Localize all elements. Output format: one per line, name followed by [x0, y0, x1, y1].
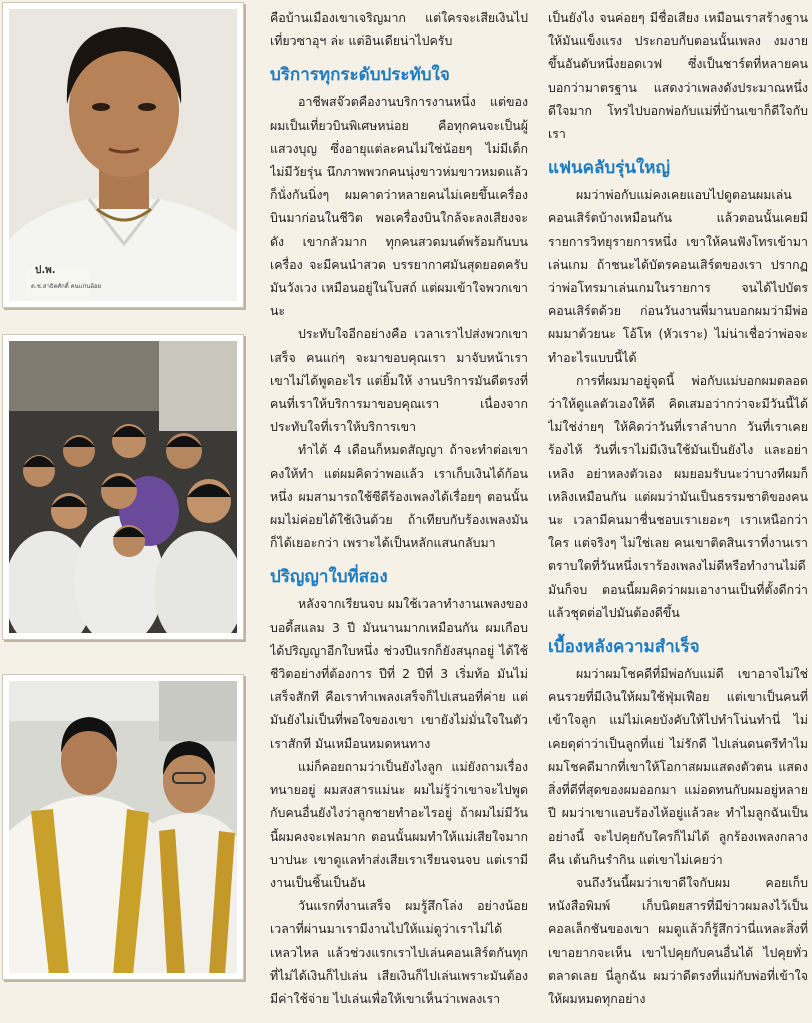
- heading-behind-success: เบื้องหลังความสำเร็จ: [548, 637, 700, 658]
- col1-paragraph: วันแรกที่งานเสร็จ ผมรู้สึกโล่ง อย่างน้อยเวลาที่ผ่านมาเรามีงานไปให้แม่ดูว่าเราไม่ได้เหลวไหล แล้วช่วงแรกเราไปเล่นคอนเสิร์ตกันทุกที่ไม่ได้เงินก็ไปเล่น เสียเงินก็ไปเล่นเพราะมันต้องมีค่าใช้จ่าย ไปเล่นเพื่อให้เขาเห็นว่าเพลงเรา: [270, 898, 528, 1006]
- heading-second-degree: ปริญญาใบที่สอง: [270, 567, 388, 588]
- col2-paragraph: ผมว่าพ่อกับแม่คงเคยแอบไปดูตอนผมเล่นคอนเสิร์ตบ้างเหมือนกัน แล้วตอนนั้นเคยมีรายการวิทยุรายการหนึ่ง เขาให้คนฟังโทรเข้ามาเล่นเกม ถ้าชนะได้บัตรคอนเสิร์ตของเรา ปรากฏว่าพ่อโทรมาเล่นเกมในรายการ จนได้ไปบัตรคอนเสิร์ตด้วย ก่อนวันงานพี่มานบอกผมว่ามีพ่อผมมาด้วยนะ โอ้โห (หัวเราะ) ไม่น่าเชื่อว่าพ่อจะทำอะไรแบบนี้ได้: [548, 187, 808, 365]
- article-column-2: [548, 6, 808, 1020]
- heading-service: บริการทุกระดับประทับใจ: [270, 65, 450, 86]
- article-column-1: [270, 6, 528, 1020]
- portrait-caption: ป.พ.: [35, 265, 56, 276]
- col1-paragraph: ทำได้ 4 เดือนก็หมดสัญญา ถ้าจะทำต่อเขาคงให้ทำ แต่ผมคิดว่าพอแล้ว เราเก็บเงินได้ก้อนหนึ่ง ผมสามารถใช้ซีดีร้องเพลงได้เรื่อยๆ ตอนนั้นผมไม่ค่อยได้ใช้เงินด้วย ถ้าเทียบกับร้องเพลงมันก็ได้เยอะกว่า เพราะได้เป็นหลักแสนกลับมา: [270, 442, 528, 551]
- col2-paragraph: ผมว่าผมโชคดีที่มีพ่อกับแม่ดี เขาอาจไม่ใช่คนรวยที่มีเงินให้ผมใช้ฟุ่มเฟือย แต่เขาเป็นคนที่เข้าใจลูก แม่ไม่เคยบังคับให้ไปทำโน่นทำนี่ ไม่เคยดุด่าว่าเป็นลูกที่แย่ ไม่รักดี ไปเล่นดนตรีทำไม ผมโชคดีมากที่เขาให้โอกาสผมแสดงตัวตน แสดงสิ่งที่ดีที่สุดของผมออกมา แม่อดทนกับผมอยู่หลายปี ผมว่าเขาแอบร้องไห้อยู่แล้วละ ทำไมลูกฉันเป็นอย่างนี้ จะไปคุยกับใครก็ไม่ได้ ลูกร้องเพลงกลางคืน เต้นกินรำกิน แต่เขาไม่เคยว่า: [548, 666, 808, 867]
- graduation-photo: [2, 674, 244, 980]
- col2-paragraph: จนถึงวันนี้ผมว่าเขาดีใจกับผม คอยเก็บหนังสือพิมพ์ เก็บนิตยสารที่มีข่าวผมลงไว้เป็นคอลเล็กชันของเขา ผมดูแล้วก็รู้สึกว่านี่แหละสิ่งที่เขาอยากจะเห็น เขาไปคุยกับคนอื่นได้ ไปคุยทั่วตลาดเลย นี่ลูกฉัน ผมว่าดีตรงที่แม่กับพ่อที่เข้าใจ ให้ผมหมดทุกอย่าง: [548, 874, 808, 1006]
- portrait-photo: [2, 2, 244, 308]
- heading-fanclub: แฟนคลับรุ่นใหญ่: [548, 158, 670, 179]
- col1-paragraph: แม่ก็คอยถามว่าเป็นยังไงลูก แม่ยังถามเรื่องทนายอยู่ ผมสงสารแม่นะ ผมไม่รู้ว่าเขาจะไปพูดกับคนอื่นยังไงว่าลูกชายทำอะไรอยู่ ถ้าผมไม่มีวันนี้ผมคงจะเฟลมาก ตอนนั้นผมทำให้แม่เสียใจมาก บาปนะ เขาดูแลทำส่งเสียเราเรียนจนจบ แต่เรามีงานเป็นชิ้นเป็นอัน: [270, 758, 528, 890]
- col1-paragraph: อาชีพสจ๊วตคืองานบริการงานหนึ่ง แต่ของผมเป็นเที่ยวบินพิเศษหน่อย คือทุกคนจะเป็นผู้แสวงบุญ ซึ่งอายุแต่ละคนไม่ใช่น้อยๆ ไม่มีเด็กไม่มีวัยรุ่น นึกภาพพวกคนนุ่งขาวห่มขาวหมดแล้วก็นั่งกันนิ่งๆ ผมคาดว่าหลายคนไม่เคยขึ้นเครื่องบินมาก่อนในชีวิต พอเครื่องบินใกล้จะลงเสียงจะดัง เขากลัวมาก ทุกคนสวดมนต์พร้อมกันบนเครื่อง จะมีคนนำสวด บรรยากาศมันสุดยอดครับ มันวังเวง เหมือนอยู่ในโบสถ์ แต่ผมเข้าใจพวกเขานะ: [270, 94, 528, 319]
- group-image: [9, 341, 237, 633]
- group-photo: [2, 334, 244, 640]
- col1-paragraph: ประทับใจอีกอย่างคือ เวลาเราไปส่งพวกเขาเสร็จ คนแก่ๆ จะมาขอบคุณเรา มาจับหน้าเรา เขาไม่ได้พูดอะไร แต่ยิ้มให้ งานบริการมันดีตรงที่คนที่เราให้บริการมาขอบคุณเรา เนื่องจากประทับใจที่เราให้บริการเขา: [270, 326, 528, 435]
- graduation-image: [9, 681, 237, 973]
- col2-paragraph: การที่ผมมาอยู่จุดนี้ พ่อกับแม่บอกผมตลอดว่าให้ดูแลตัวเองให้ดี คิดเสมอว่ากว่าจะมีวันนี้ได้ไม่ใช่ง่ายๆ ให้คิดว่าวันที่เราลำบาก วันที่เราเคยร้องไห้ วันที่เราไม่มีเงินใช้มันเป็นยังไง และอย่าเหลิง อย่าหลงตัวเอง ผมยอมรับนะว่าบางทีผมก็เหลิงเหมือนกัน แต่ผมว่ามันเป็นธรรมชาติของคนนะ เวลามีคนมาชื่นชอบเราเยอะๆ เราเหนือกว่าใคร แต่จริงๆ ไม่ใช่เลย คนเขาติดสินเราที่งานเรา ตราบใดที่วันหนึ่งเราร้องเพลงไม่ดีหรือทำงานไม่ดี มันก็จบ ตอนนี้ผมคิดว่าผมเอางานเป็นที่ตั้งดีกว่า แล้วชุดต่อไปมันต้องดีขึ้น: [548, 372, 808, 620]
- col1-paragraph: หลังจากเรียนจบ ผมใช้เวลาทำงานเพลงของบอดี้สแลม 3 ปี มันนานมากเหมือนกัน ผมเกือบได้ปริญญาอีกใบหนึ่ง ช่วงปีแรกก็ยังสนุกอยู่ ได้ใช้ชีวิตอย่างที่ต้องการ ปีที่ 2 ปีที่ 3 เริ่มท้อ มันไม่เสร็จสักที คือเราทำเพลงเสร็จก็ไปเสนอที่ค่าย แต่มันยังไม่เป็นที่พอใจของเขา เขายังไม่มั่นใจในตัวเราสักที มันเหมือนหมดหนทาง: [270, 596, 528, 751]
- portrait-subcaption: ด.ช.สาธิตศักดิ์ คนแก่นอ้อย: [31, 283, 102, 290]
- col2-intro-paragraph: เป็นยังไง จนค่อยๆ มีชื่อเสียง เหมือนเราสร้างฐานให้มันแข็งแรง ประกอบกับตอนนั้นเพลง งมงาย ขึ้นอันดับหนึ่งยอดเวฟ ซึ่งเป็นชาร์ตที่หลายคนบอกว่ามาตรฐาน แสดงว่าเพลงดังประมาณหนึ่งดีใจมาก โทรไปบอกพ่อกับแม่ที่บ้านเขาก็ดีใจกับเรา: [548, 10, 808, 142]
- portrait-image: [9, 9, 237, 301]
- col1-intro-paragraph: คือบ้านเมืองเขาเจริญมาก แต่ใครจะเสียเงินไปเที่ยวซาอุฯ ล่ะ แต่อินเดียน่าไปครับ: [270, 10, 528, 49]
